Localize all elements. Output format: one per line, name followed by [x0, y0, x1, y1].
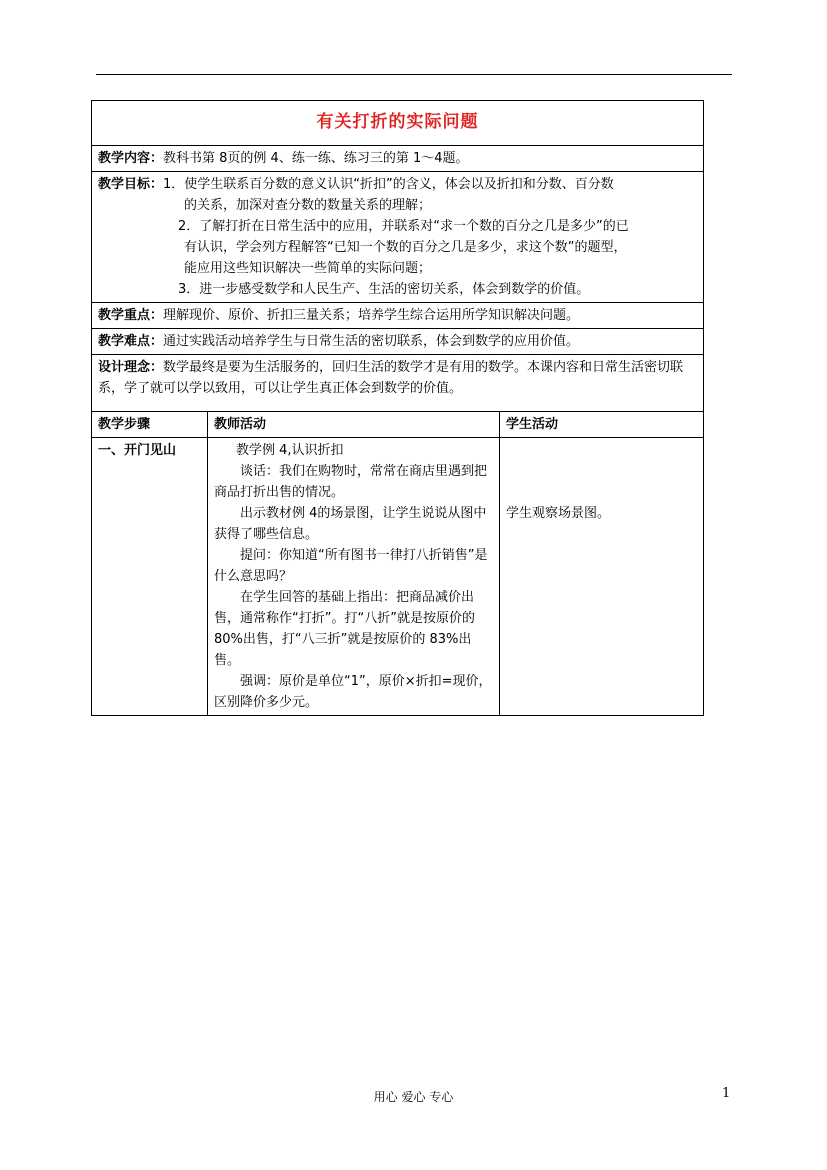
goal-3-number: 3． [178, 282, 200, 297]
title-cell [92, 101, 704, 146]
concept-row [92, 355, 704, 412]
header-rule [96, 74, 732, 75]
difficulty-text: 通过实践活动培养学生与日常生活的密切联系，体会到数学的应用价值。 [163, 334, 580, 349]
goals-row [92, 172, 704, 303]
footer-motto: 用心 爱心 专心 [373, 1090, 454, 1104]
key-point-row [92, 303, 704, 329]
content-row [92, 146, 704, 172]
goal-2-line1: 了解打折在日常生活中的应用，并联系对“求一个数的百分之几是多少”的已 [199, 219, 629, 234]
teacher-paragraph: 提问：你知道“所有图书一律打八折销售”是什么意思吗？ [214, 548, 488, 584]
page-title: 有关打折的实际问题 [316, 112, 479, 132]
teacher-paragraph: 教学例 4,认识折扣 [236, 443, 344, 458]
concept-cell [92, 355, 704, 412]
goal-1-line2: 的关系，加深对查分数的数量关系的理解； [184, 198, 432, 213]
key-point-cell [92, 303, 704, 329]
goal-1-line1: 使学生联系百分数的意义认识“折扣”的含义，体会以及折扣和分数、百分数 [184, 177, 614, 192]
key-point-label: 教学重点： [98, 308, 164, 323]
goals-label: 教学目标： [98, 177, 164, 192]
step-row [92, 438, 704, 716]
column-header-student: 学生活动 [500, 412, 704, 438]
content-text: 教科书第 8页的例 4、练一练、练习三的第 1～4题。 [163, 151, 469, 166]
goal-1-number: 1． [163, 177, 185, 192]
goal-2-number: 2． [178, 219, 200, 234]
goal-2-line2: 有认识，学会列方程解答“已知一个数的百分之几是多少，求这个数”的题型， [184, 240, 627, 255]
teacher-paragraph: 强调：原价是单位“1”，原价×折扣=现价，区别降价多少元。 [214, 674, 492, 710]
column-header-teacher: 教师活动 [208, 412, 500, 438]
teacher-activity-cell [208, 438, 500, 716]
teacher-paragraph: 谈话：我们在购物时，常常在商店里遇到把商品打折出售的情况。 [214, 464, 488, 500]
content-label: 教学内容： [98, 151, 164, 166]
teacher-paragraph: 出示教材例 4的场景图，让学生说说从图中获得了哪些信息。 [214, 506, 487, 542]
key-point-text: 理解现价、原价、折扣三量关系；培养学生综合运用所学知识解决问题。 [163, 308, 580, 323]
title-row [92, 101, 704, 146]
concept-label: 设计理念： [98, 360, 164, 375]
difficulty-row [92, 329, 704, 355]
student-activity-text: 学生观察场景图。 [506, 506, 611, 521]
student-activity-cell [500, 438, 704, 716]
goal-item-3 [98, 279, 697, 300]
difficulty-label: 教学难点： [98, 334, 164, 349]
page-number: 1 [722, 1086, 731, 1101]
goal-2-line3: 能应用这些知识解决一些简单的实际问题； [184, 261, 432, 276]
concept-text: 数学最终是要为生活服务的，回归生活的数学才是有用的数学。本课内容和日常生活密切联系，学了就可以学以致用，可以让学生真正体会到数学的价值。 [98, 360, 684, 396]
goal-3-line1: 进一步感受数学和人民生产、生活的密切关系，体会到数学的价值。 [199, 282, 590, 297]
goals-cell [92, 172, 704, 303]
goal-item-1 [98, 174, 697, 195]
teacher-paragraph: 在学生回答的基础上指出：把商品减价出售，通常称作“打折”。打“八折”就是按原价的 80%出售，打“八三折”就是按原价的 83%出售。 [214, 590, 475, 668]
difficulty-cell [92, 329, 704, 355]
lesson-plan-table [91, 100, 704, 716]
step-name: 一、开门见山 [92, 438, 208, 716]
column-header-row [92, 412, 704, 438]
goal-item-2 [98, 216, 697, 237]
column-header-step: 教学步骤 [92, 412, 208, 438]
content-cell [92, 146, 704, 172]
